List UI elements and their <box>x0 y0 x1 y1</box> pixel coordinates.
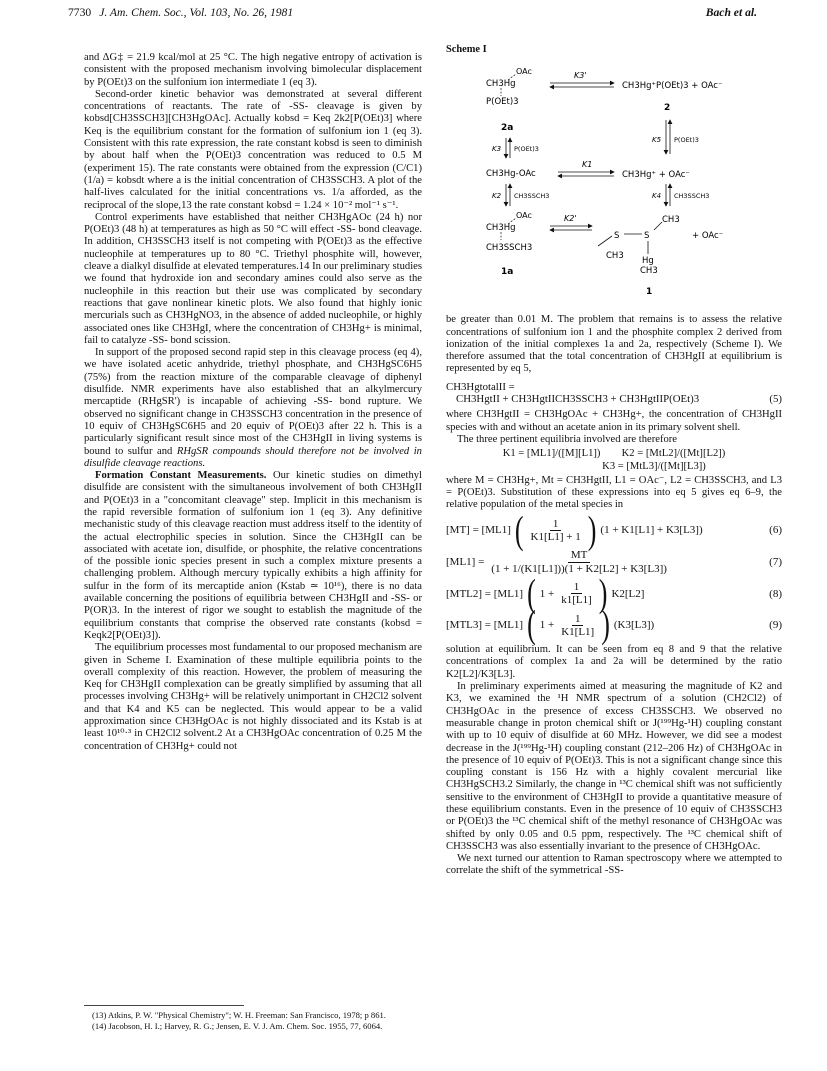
equation-lhs: [MTL2] = [ML1] <box>446 587 524 600</box>
equation-number: (6) <box>769 524 782 537</box>
species-oac-1a: OAc <box>516 211 532 221</box>
running-header <box>68 6 757 26</box>
footnotes <box>84 1005 422 1032</box>
equation-number: (9) <box>769 619 782 632</box>
numerator: MT <box>568 549 591 562</box>
label-2a: 2a <box>501 123 514 134</box>
paragraph: We next turned our attention to Raman spectroscopy where we attempted to correlate the shift of the symmetrical -SS- <box>446 853 782 877</box>
equation-5 <box>446 381 782 406</box>
paren-left: ( <box>527 571 536 615</box>
equation-7 <box>446 549 782 575</box>
equation-lhs: CH3HgtotalII = <box>446 380 515 393</box>
paragraph: In preliminary experiments aimed at measuring the magnitude of K2 and K3, we examined the ¹H NMR spectrum of a solution (CH2Cl2) of CH3HgOAc in the presence of excess CH3SSCH3. We observed no measurable change in proton chemical shift or J(¹⁹⁹Hg-¹H) coupling constant with up to 10 equiv of disulfide at 60 MHz. However, we did see a modest decrease in the J(¹⁹⁹Hg-¹H) coupling constant (212–206 Hz) of CH3HgOAc in the presence of 10 equiv of P(OEt)3. This is not a significant change since this coupling constant is 156 Hz with a highly covalent mercurial like CH3HgSCH3.2 Similarly, the change in ¹³C chemical shift was not sufficiently sensitive to the environment of CH3HgII to provide a quantitative measure of these equilibrium constants. Even in the presence of 10 equiv of CH3SSCH3 or P(OEt)3 the ¹³C chemical shift of the methyl resonance of CH3HgOAc was shifted by only 0.05 and 0.5 ppm, respectively. The ¹³C chemical shift of CH3SSCH3 was also essentially invariant to the presence of CH3HgOAc. <box>446 681 782 852</box>
equation-lhs: [ML1] = <box>446 555 485 568</box>
footnote: (13) Atkins, P. W. "Physical Chemistry"; W. H. Freeman: San Francisco, 1978; p 861. <box>92 1010 386 1020</box>
constant-k2p: K2' <box>564 214 577 224</box>
fraction <box>558 581 595 607</box>
equation-inner: 1 + <box>539 619 555 632</box>
left-column <box>84 52 422 753</box>
denominator: (1 + 1/(K1[L1]))(1 + K2[L2] + K3[L3]) <box>491 562 667 575</box>
footnote-rule <box>84 1005 244 1006</box>
paren-right: ) <box>587 508 597 552</box>
species-ch3-left: CH3 <box>606 251 624 262</box>
equilibrium-expressions <box>446 448 782 473</box>
paragraph <box>84 470 422 642</box>
species-2: CH3Hg⁺P(OEt)3 + OAc⁻ <box>622 81 723 92</box>
species-oac-2a: OAc <box>516 67 532 77</box>
arrow-label-poet3: P(OEt)3 <box>674 136 699 145</box>
k-expression-line: K1 = [ML1]/([M][L1]) K2 = [MtL2]/([Mt][L2]) <box>502 448 726 460</box>
k-expression-line: K3 = [MtL3]/([Mt][L3]) <box>602 460 706 472</box>
fraction <box>488 549 670 575</box>
paren-right: ) <box>598 571 608 615</box>
arrow-label-poet3: P(OEt)3 <box>514 145 539 154</box>
equation-inner: 1 + <box>539 587 555 600</box>
paragraph: be greater than 0.01 M. The problem that remains is to assess the relative concentrations of sulfonium ion 1 and the phosphite complex 2 derived from ionization of the initial complexes 1a and 2a, respectively (Scheme I). We therefore assumed that the total concentration of CH3HgII at equilibrium is represented by eq 5, <box>446 314 782 375</box>
running-authors: Bach et al. <box>705 6 757 19</box>
journal-citation: J. Am. Chem. Soc., Vol. 103, No. 26, 1981 <box>99 6 294 19</box>
species-ch3ssch3-1a: CH3SSCH3 <box>486 243 533 254</box>
page-number: 7730 <box>68 6 92 19</box>
constant-k2: K2 <box>492 192 502 201</box>
equation-rhs: (1 + K1[L1] + K3[L3]) <box>600 524 703 537</box>
species-ch3hg-plus: CH3Hg⁺ + OAc⁻ <box>622 170 690 181</box>
numerator: 1 <box>571 581 583 594</box>
species-ch3-top: CH3 <box>662 215 680 226</box>
species-s-left: S <box>614 231 620 242</box>
paragraph: The equilibrium processes most fundamental to our proposed mechanism are given in Scheme I. Examination of these multiple equilibria points to the overall complexity of this reaction. However, the problem of measuring the Keq for CH3HgII complexation can be greatly simplified by assuming that all processes involving CH3Hg+ will be relatively unimportant in CH2Cl2 solvent and that K4 and K5 can be neglected. This would appear to be a valid approximation since CH3HgOAc is not highly dissociated and its Kstab is at least 10¹⁰·³ in CH2Cl2 solvent.2 At a CH3HgOAc concentration of 0.25 M the concentration of CH3Hg+ could not <box>84 642 422 752</box>
section-heading: Formation Constant Measurements. <box>95 470 267 482</box>
paragraph: Second-order kinetic behavior was demonstrated at several different concentrations of reactants. The rate of -SS- cleavage is given by kobsd[CH3SSCH3][CH3HgOAc]. Actually kobsd = Keq 2k2[P(OEt)3] where Keq is the equilibrium constant for the formation of sulfonium ion 1 (eq 3). Consistent with this rate expression, the rate constant kobsd is seen to diminish by about half when the P(OEt)3 concentration was reduced to 0.5 M (experiment 15). The rate constants were obtained from the expression (C/C1)(1/a) = kobsdt where a is the initial concentration of CH3SSCH3. A plot of the half-lives calculated for the initial concentrations vs. 1/a afforded, as the reciprocal of the slope,13 the rate constant kobsd = 1.24 × 10⁻² mol⁻¹ s⁻¹. <box>84 88 422 211</box>
denominator: K1[L1] + 1 <box>530 531 581 544</box>
species-hg: Hg <box>642 256 654 267</box>
paren-right: ) <box>601 602 610 647</box>
equation-rhs: K2[L2] <box>611 587 645 600</box>
paragraph-text: Our kinetic studies on dimethyl disulfide are consistent with the simultaneous involvement of both CH3HgII and P(OEt)3 in a "concomitant cleavage" step. Implicit in this mechanism is the rapid reversible formation of sulfonium ion 1 (eq 3). Any definitive mechanistic study of this cleavage reaction must address itself to the identity of the actual electrophilic species in solution. Since the CH3HgII can be associated with acetate ion, disulfide, or phosphite, the relative concentrations of the possible ionic species present in such a complex mixture presents a challenging problem. Although mercury typically exhibits a high affinity for sulfur in the form of its mercaptide anion (Kstab ≃ 10¹⁶), there is no data available concerning the positions of equilibria between CH3HgII and -SS- or P(OR)3. In the interest of rigor we sought to establish the magnitude of the equilibrium constants that comprise the observed rate constants (kobsd = Keqk2[P(OEt)3]). <box>84 470 422 641</box>
fraction <box>528 518 584 544</box>
constant-k3p: K3' <box>574 71 587 81</box>
paragraph: Control experiments have established that neither CH3HgAOc (24 h) nor P(OEt)3 (48 h) at temperatures as high as 50 °C will effect -SS- bond cleavage. In addition, CH3SSCH3 itself is not competing with P(OEt)3 as the effective nucleophile at temperatures up to 80 °C. Triethyl phosphite will, however, cleave a dialkyl disulfide at elevated temperatures.14 In our preliminary studies we found that hydroxide ion and secondary amines could also serve as the nucleophile in this reaction but their use was complicated by secondary reactions that gave nonlinear kinetic plots. We also found that highly ionic mercurials such as CH3HgNO3, in the absence of added nucleophile, or highly associated ones like CH3HgI, where the concentration of CH3Hg+ is minimal, fail to catalyze -SS- bond scission. <box>84 211 422 346</box>
italic-conclusion: RHgSR compounds should therefore not be involved in disulfide cleavage reactions. <box>84 445 422 469</box>
species-poet3-2a: P(OEt)3 <box>486 97 519 108</box>
equation-rhs: (K3[L3]) <box>613 619 655 632</box>
bond-line <box>598 236 612 246</box>
paragraph: The three pertinent equilibria involved are therefore <box>457 433 678 445</box>
footnote: (14) Jacobson, H. I.; Harvey, R. G.; Jensen, E. V. J. Am. Chem. Soc. 1955, 77, 6064. <box>92 1021 383 1032</box>
numerator: 1 <box>572 613 584 626</box>
equation-9 <box>446 602 782 647</box>
equation-number: (8) <box>769 587 782 600</box>
constant-k3: K3 <box>492 145 502 154</box>
equation-number: (7) <box>769 555 782 568</box>
species-ch3-bottom: CH3 <box>640 266 658 277</box>
scheme-svg <box>446 58 782 310</box>
scheme-diagram <box>446 58 782 310</box>
species-s-right: S <box>644 231 650 242</box>
scheme-title: Scheme I <box>446 44 487 55</box>
paragraph <box>84 347 422 470</box>
equation-number: (5) <box>769 393 782 406</box>
arrow-label-ch3ssch3: CH3SSCH3 <box>674 192 710 201</box>
numerator: 1 <box>550 518 562 531</box>
right-column <box>446 44 782 878</box>
bond-line <box>654 222 662 230</box>
equation-8 <box>446 571 782 615</box>
paren-left: ( <box>514 508 524 552</box>
equation-6 <box>446 508 782 552</box>
denominator: K1[L1] <box>561 625 595 638</box>
species-oac-1: + OAc⁻ <box>692 231 724 242</box>
denominator: k1[L1] <box>561 594 592 607</box>
label-1a: 1a <box>501 267 514 278</box>
species-ch3hgoac: CH3Hg-OAc <box>486 169 536 180</box>
paragraph: where M = CH3Hg+, Mt = CH3HgtII, L1 = OAc⁻, L2 = CH3SSCH3, and L3 = P(OEt)3. Substitution of these expressions into eq 5 gives eq 6–9, the relative population of the metal species in <box>446 474 782 511</box>
species-ch3hg-1a: CH3Hg <box>486 223 516 234</box>
equation-lhs: [MT] = [ML1] <box>446 524 511 537</box>
fraction <box>558 613 597 639</box>
equation-rhs: CH3HgtII + CH3HgtIICH3SSCH3 + CH3HgtIIP(OEt)3 <box>456 393 700 406</box>
species-ch3hg-2a: CH3Hg <box>486 79 516 90</box>
label-2: 2 <box>664 103 671 114</box>
arrow-label-ch3ssch3: CH3SSCH3 <box>514 192 550 201</box>
paragraph: solution at equilibrium. It can be seen from eq 8 and 9 that the relative concentrations of complex 1a and 2a will be determined by the ratio K2[L2]/K3[L3]. <box>446 644 782 680</box>
constant-k1: K1 <box>582 160 593 170</box>
paragraph-text: In support of the proposed second rapid step in this cleavage process (eq 4), we have isolated acetic anhydride, triethyl phosphate, and CH3HgSC6H5 (75%) from the reaction mixture of the comparable cleavage of diphenyl disulfide. NMR experiments have also established that an alkylmercury mercaptide (RHgSR') is incapable of achieving -SS- bond rupture. We observed no significant change in CH3SSCH3 concentration in the presence of 10 equiv of CH3HgSC6H5 and 20 equiv of P(OEt)3 after 22 h. This is a particularly significant result since most of the CH3HgII in living systems is bound to sulfur and <box>84 347 422 457</box>
equation-lhs: [MTL3] = [ML1] <box>446 619 524 632</box>
paren-left: ( <box>527 602 536 647</box>
constant-k5: K5 <box>652 136 662 145</box>
paragraph: and ΔG‡ = 21.9 kcal/mol at 25 °C. The high negative entropy of activation is consistent with the proposed mechanism involving bimolecular displacement by P(OEt)3 on the sulfonium ion intermediate 1 (eq 3). <box>84 52 422 88</box>
constant-k4: K4 <box>652 192 662 201</box>
paragraph: where CH3HgtII = CH3HgOAc + CH3Hg+, the concentration of CH3HgII species with and without an acetate anion in its primary solvent shell. <box>446 409 782 433</box>
label-1: 1 <box>646 287 653 298</box>
